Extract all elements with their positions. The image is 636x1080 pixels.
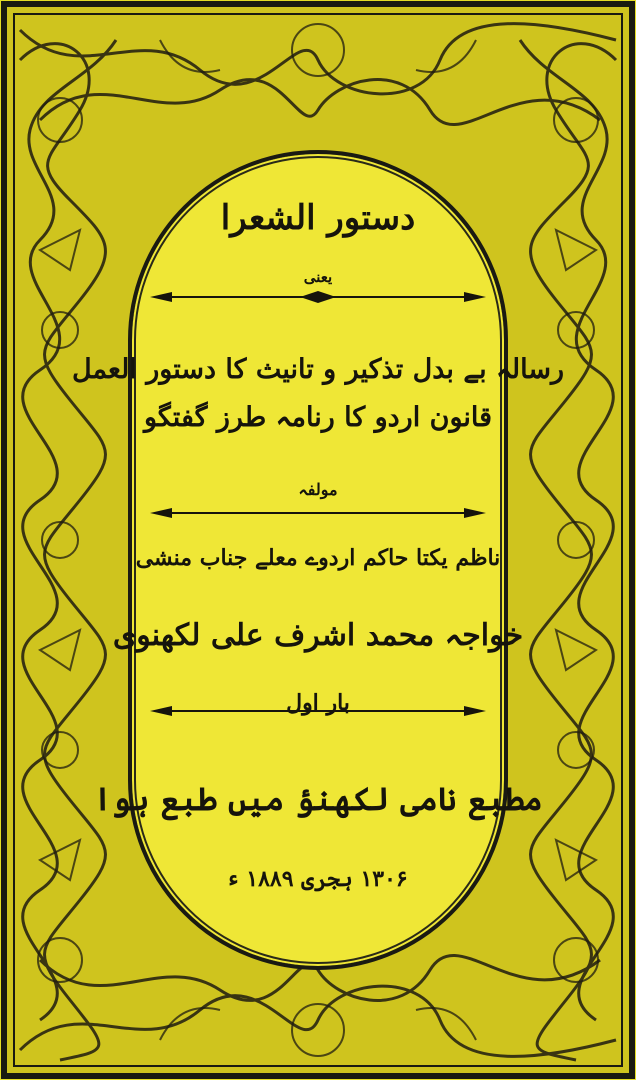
press-imprint: مطبع نامی لکھنؤ میں طبع ہوا [93, 780, 543, 818]
book-title: دستور الشعرا [220, 198, 416, 238]
edition-label: بار اول [286, 690, 350, 716]
author-honorific: ناظم یکتا حاکم اردوے معلے جناب منشی [135, 545, 501, 571]
arrow-rule-ornament [150, 506, 486, 520]
description-line-1: رسالہ بے بدل تذکیر و تانیث کا دستور العمل [72, 354, 564, 385]
description-line-2: قانون اردو کا رنامہ طرز گفتگو [143, 402, 493, 433]
publication-date: ۱۳۰۶ ہجری ۱۸۸۹ ء [228, 866, 408, 892]
author-label: مولفہ [298, 480, 338, 499]
author-name: خواجہ محمد اشرف علی لکھنوی [112, 618, 524, 653]
arrow-rule-ornament [150, 290, 486, 304]
subtitle-label: یعنی [303, 268, 333, 286]
